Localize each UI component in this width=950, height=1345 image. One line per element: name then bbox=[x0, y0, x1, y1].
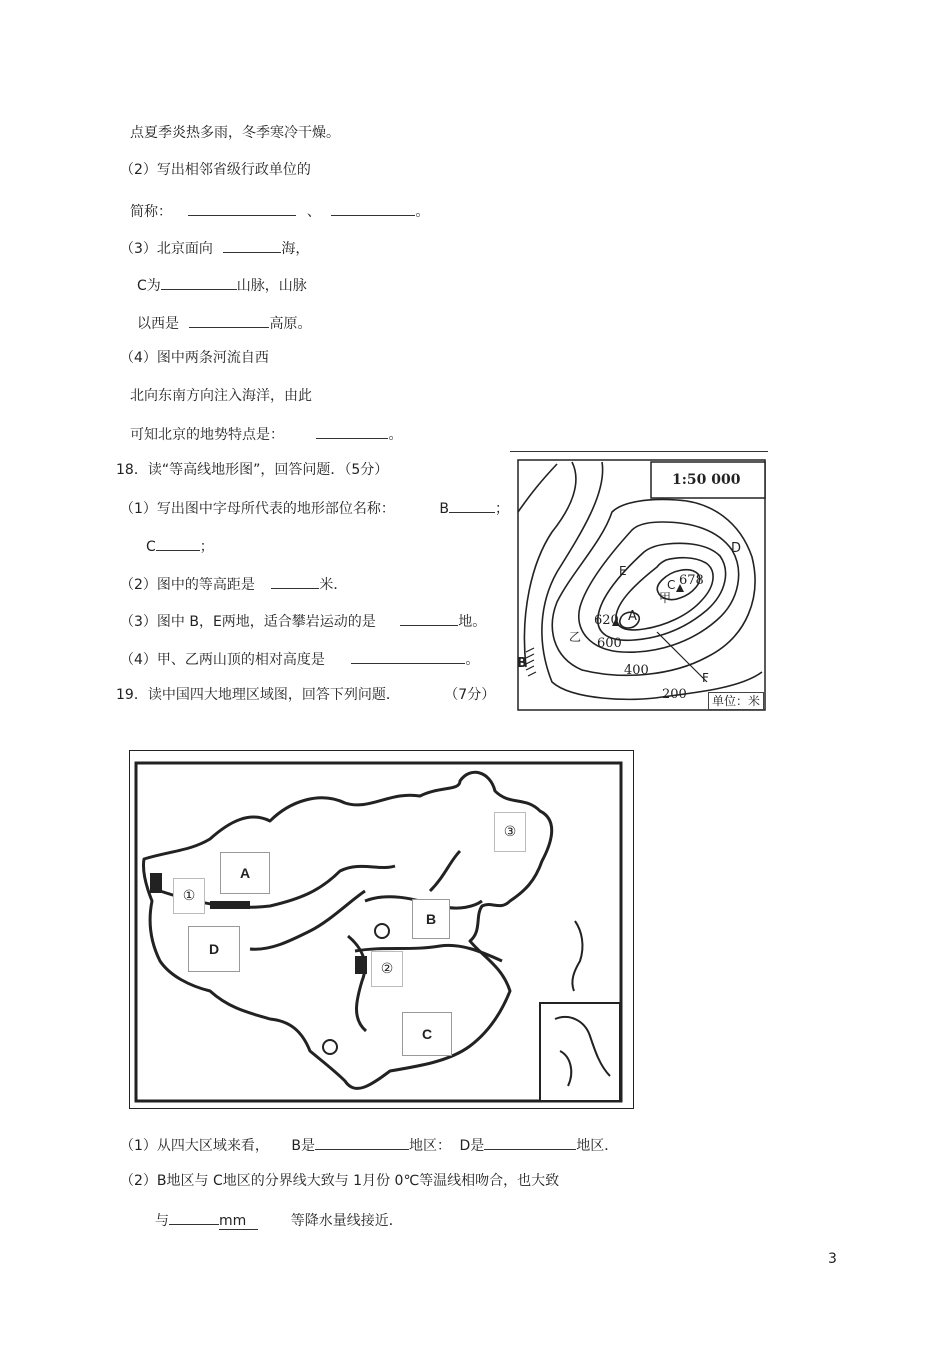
region-d: D bbox=[188, 926, 240, 972]
question-4-b: 北向东南方向注入海洋，由此 bbox=[130, 388, 312, 404]
label: （3）北京面向 bbox=[120, 241, 213, 257]
question-19 bbox=[116, 686, 495, 704]
label: B是 bbox=[291, 1138, 315, 1154]
elevation-400: 400 bbox=[624, 663, 649, 678]
answer-blank[interactable] bbox=[188, 201, 296, 216]
unit-label: 单位：米 bbox=[708, 692, 764, 710]
label: （3）图中 B，E两地，适合攀岩运动的是 bbox=[120, 614, 376, 630]
china-regions-map bbox=[129, 750, 634, 1109]
label: 简称： bbox=[130, 204, 172, 220]
semicolon: ； bbox=[494, 501, 509, 517]
answer-blank[interactable] bbox=[271, 574, 319, 589]
label-a: A bbox=[628, 609, 637, 624]
answer-blank[interactable] bbox=[449, 498, 495, 513]
question-4-c bbox=[130, 424, 402, 444]
region-c: C bbox=[402, 1012, 452, 1056]
question-2-answer bbox=[130, 201, 429, 221]
question-18-3 bbox=[120, 611, 486, 631]
label-e: E bbox=[619, 564, 627, 578]
label: 山脉，山脉 bbox=[236, 278, 307, 294]
label-f: F bbox=[702, 671, 709, 685]
label: 可知北京的地势特点是： bbox=[130, 427, 284, 443]
question-19-2: （2）B地区与 C地区的分界线大致与 1月份 0℃等温线相吻合，也大致 bbox=[120, 1173, 560, 1189]
answer-blank[interactable] bbox=[169, 1210, 219, 1225]
label-c: C bbox=[146, 539, 156, 555]
separator: 、 bbox=[306, 204, 321, 220]
label: C为 bbox=[137, 278, 161, 294]
answer-blank[interactable] bbox=[400, 611, 458, 626]
answer-blank[interactable] bbox=[351, 649, 465, 664]
marker-1: ① bbox=[173, 878, 205, 914]
label-c: C bbox=[667, 578, 676, 592]
label-b: B bbox=[517, 656, 527, 671]
period: 。 bbox=[388, 427, 403, 443]
question-19-1 bbox=[120, 1135, 618, 1155]
region-a: A bbox=[220, 852, 270, 894]
answer-blank[interactable] bbox=[316, 424, 388, 439]
question-18-1-c bbox=[146, 536, 214, 556]
period: 。 bbox=[415, 204, 430, 220]
answer-blank[interactable] bbox=[315, 1135, 409, 1150]
elevation-200: 200 bbox=[662, 687, 687, 702]
period: 。 bbox=[465, 652, 480, 668]
question-18-2 bbox=[120, 574, 347, 594]
map-scale: 1:50 000 bbox=[672, 472, 741, 488]
answer-blank[interactable] bbox=[331, 201, 415, 216]
elevation-678: 678 bbox=[679, 573, 704, 588]
label: 米． bbox=[319, 577, 348, 593]
answer-blank[interactable] bbox=[189, 313, 269, 328]
label: 海， bbox=[281, 241, 310, 257]
line-climate: 点夏季炎热多雨，冬季寒冷干燥。 bbox=[130, 125, 340, 141]
label: 等降水量线接近． bbox=[290, 1213, 403, 1229]
label: D是 bbox=[459, 1138, 485, 1154]
label: 19．读中国四大地理区域图，回答下列问题． bbox=[116, 687, 400, 703]
question-19-2-b bbox=[155, 1210, 403, 1230]
label: 以西是 bbox=[137, 316, 179, 332]
answer-blank[interactable] bbox=[223, 238, 281, 253]
answer-blank[interactable] bbox=[161, 275, 237, 290]
label-yi: 乙 bbox=[569, 630, 582, 644]
region-b: B bbox=[412, 899, 450, 939]
elevation-620: 620 bbox=[594, 613, 619, 628]
question-18-1 bbox=[120, 498, 509, 518]
unit: mm bbox=[219, 1213, 258, 1230]
semicolon: ； bbox=[199, 539, 214, 555]
score: （7分） bbox=[444, 687, 496, 703]
label: 与 bbox=[155, 1213, 169, 1229]
label-jia: 甲 bbox=[659, 591, 672, 605]
contour-map bbox=[512, 452, 767, 712]
label: （1）从四大区域来看， bbox=[120, 1138, 269, 1154]
label: 地区． bbox=[576, 1138, 619, 1154]
label-d: D bbox=[731, 541, 742, 556]
label: 地。 bbox=[458, 614, 487, 630]
marker-3: ③ bbox=[494, 812, 526, 852]
page-number: 3 bbox=[828, 1251, 837, 1267]
question-2: （2）写出相邻省级行政单位的 bbox=[120, 162, 311, 178]
question-18: 18．读“等高线地形图”，回答问题．（5分） bbox=[116, 462, 389, 478]
label: 高原。 bbox=[269, 316, 312, 332]
label: （1）写出图中字母所代表的地形部位名称： bbox=[120, 501, 395, 517]
question-18-4 bbox=[120, 649, 479, 669]
label-b: B bbox=[439, 501, 449, 517]
question-3 bbox=[120, 238, 309, 258]
question-4: （4）图中两条河流自西 bbox=[120, 350, 269, 366]
label: 地区： bbox=[408, 1138, 451, 1154]
answer-blank[interactable] bbox=[156, 536, 200, 551]
answer-blank[interactable] bbox=[484, 1135, 576, 1150]
question-3-c bbox=[137, 275, 307, 295]
elevation-600: 600 bbox=[597, 636, 622, 651]
marker-2: ② bbox=[371, 951, 403, 987]
label: （2）图中的等高距是 bbox=[120, 577, 255, 593]
question-3-plateau bbox=[137, 313, 311, 333]
label: （4）甲、乙两山顶的相对高度是 bbox=[120, 652, 325, 668]
